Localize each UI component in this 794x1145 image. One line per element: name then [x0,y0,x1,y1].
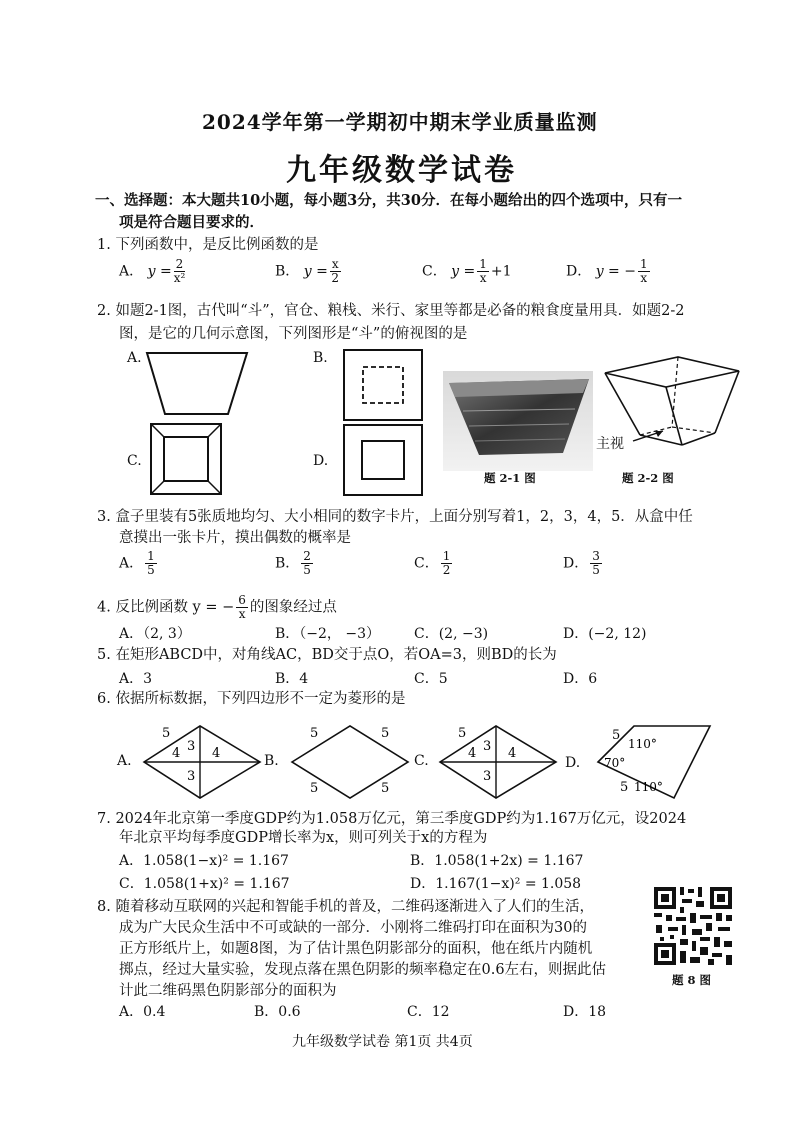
q4-option-d: D．(−2, 12) [563,626,647,642]
q3-option-c: C． $\frac{1}{2}$ [414,549,451,577]
q2-line2: 图，是它的几何示意图，下列图形是“斗”的俯视图的是 [119,326,468,342]
q6a-seg-mark: 3 [187,769,196,784]
q4-option-c: C．(2, −3) [414,626,489,642]
q6d-angle-mark: 110° [634,780,663,794]
q5-option-a: A．3 [119,671,153,687]
trapezoid-shape [147,353,247,414]
q6c-seg-mark: 4 [468,746,477,761]
section-header-line1: 一、选择题：本大题共10小题，每小题3分，共30分．在每小题给出的四个选项中，只有一 [95,192,682,209]
page-footer: 九年级数学试卷 第1页 共4页 [292,1034,473,1050]
q6-option-a-figure [140,722,264,802]
q7-option-a: A．1.058(1−x)² = 1.167 [119,853,289,869]
front-view-label: 主视 [596,436,624,452]
q3-line2: 意摸出一张卡片，摸出偶数的概率是 [119,530,351,546]
q3-option-b: B． $\frac{2}{5}$ [275,549,311,577]
q7-option-c: C．1.058(1+x)² = 1.167 [119,876,290,892]
q2-option-c-figure [150,423,222,495]
q7-option-b: B．1.058(1+2x) = 1.167 [410,853,584,869]
q8-option-c: C．12 [407,1004,450,1020]
q1-option-b: B． y = $\frac{x}{2}$ [275,257,340,285]
qr-code-icon [652,885,734,967]
q8-line3: 正方形纸片上，如题8图，为了估计黑色阴影部分的面积，他在纸片内随机 [119,941,593,957]
q6-option-c-figure [436,722,560,802]
q6-option-d-figure [594,722,718,802]
q4-option-a: A．（2, 3） [119,626,191,642]
q7-line1: 7. 2024年北京第一季度GDP约为1.058万亿元，第三季度GDP约为1.167万亿元，设2024 [97,811,687,827]
q6d-angle-mark: 70° [604,756,626,770]
q4-stem: 4. 反比例函数 y = − $\frac{6}{x}$ 的图象经过点 [97,593,337,621]
q4-option-b: B．（−2， −3） [275,626,381,642]
q6b-side-mark: 5 [381,781,390,796]
q6d-angle-mark: 110° [628,737,657,751]
q6b-side-mark: 5 [310,781,319,796]
q6-label-b: B. [264,753,279,769]
q3-option-d: D． $\frac{3}{5}$ [563,549,600,577]
q2-label-c: C. [127,453,142,469]
q2-label-a: A. [127,350,142,366]
q5-option-c: C．5 [414,671,448,687]
q2-option-a-figure [145,351,249,417]
q6a-seg-mark: 3 [187,739,196,754]
q5-stem: 5. 在矩形ABCD中，对角线AC，BD交于点O，若OA=3，则BD的长为 [97,647,557,663]
q6c-side-mark: 5 [458,726,467,741]
exam-title: 2024学年第一学期初中期末学业质量监测 [202,110,598,134]
q7-line2: 年北京平均每季度GDP增长率为x，则可列关于x的方程为 [119,830,488,846]
q8-option-b: B．0.6 [254,1004,301,1020]
q6c-seg-mark: 3 [483,769,492,784]
dou-3d-diagram [603,353,743,453]
q2-photo-caption: 题 2-1 图 [484,471,536,485]
q1-stem: 1. 下列函数中，是反比例函数的是 [97,237,319,253]
q6a-seg-mark: 4 [212,746,221,761]
exam-subtitle: 九年级数学试卷 [286,153,517,188]
q6d-side-mark: 5 [620,780,629,795]
section-header-line2: 项是符合题目要求的． [119,214,264,231]
q1-option-c: C． y = $\frac{1}{x}$ +1 [422,257,512,285]
q6b-side-mark: 5 [310,726,319,741]
q6d-side-mark: 5 [612,728,621,743]
q6-label-d: D. [565,755,581,771]
q8-option-d: D．18 [563,1004,607,1020]
q6c-seg-mark: 4 [508,746,517,761]
q6-label-c: C. [414,753,429,769]
q2-option-b-figure [343,349,423,421]
q8-line4: 掷点，经过大量实验，发现点落在黑色阴影的频率稳定在0.6左右，则据此估 [119,962,607,978]
q6-label-a: A. [117,753,132,769]
q1-option-d: D． y = − $\frac{1}{x}$ [566,257,648,285]
q2-option-d-figure [343,424,423,496]
q7-option-d: D．1.167(1−x)² = 1.058 [410,876,582,892]
q3-line1: 3. 盒子里装有5张质地均匀、大小相同的数字卡片，上面分别写着1，2，3，4，5．从盒中任 [97,509,693,525]
q8-line1: 8. 随着移动互联网的兴起和智能手机的普及，二维码逐渐进入了人们的生活， [97,899,594,915]
q8-line2: 成为广大民众生活中不可或缺的一部分．小刚将二维码打印在面积为30的 [119,920,587,936]
q2-line1: 2. 如题2-1图，古代叫“斗”，官仓、粮栈、米行、家里等都是必备的粮食度量用具．如题2-2 [97,303,685,319]
q6a-seg-mark: 4 [172,746,181,761]
q8-line5: 计此二维码黑色阴影部分的面积为 [119,983,337,999]
q6-stem: 6. 依据所标数据，下列四边形不一定为菱形的是 [97,691,406,707]
q2-label-b: B. [313,350,328,366]
q6-option-b-figure [288,722,412,802]
q1-option-a: A． y = $\frac{2}{\text{x²}}$ [119,257,186,285]
q8-option-a: A．0.4 [119,1004,166,1020]
q6c-seg-mark: 3 [483,739,492,754]
q5-option-d: D．6 [563,671,598,687]
q8-figure-caption: 题 8 图 [672,973,712,987]
q2-diagram-caption: 题 2-2 图 [622,471,674,485]
q6a-side-mark: 5 [162,726,171,741]
q2-label-d: D. [313,453,329,469]
q5-option-b: B．4 [275,671,309,687]
dou-photo [443,371,593,471]
q3-option-a: A． $\frac{1}{5}$ [119,549,155,577]
q6b-side-mark: 5 [381,726,390,741]
